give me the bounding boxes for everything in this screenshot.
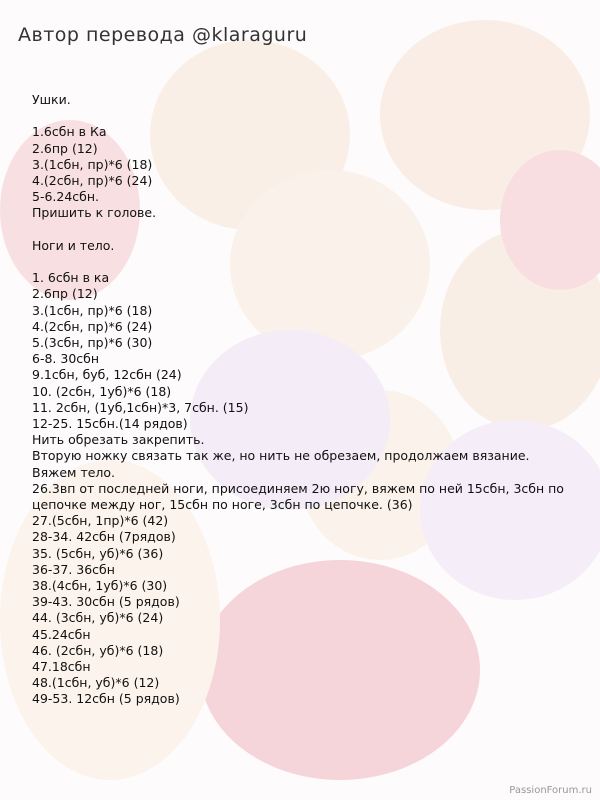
pattern-line: Пришить к голове. [32,205,157,221]
pattern-line: 49-53. 12сбн (5 рядов) [32,691,180,707]
pattern-line: 26.3вп от последней ноги, присоединяем 2ю ногу, вяжем по ней 15сбн, 3сбн по цепочке между ног, 15сбн по ноге, 3сбн по цепочке. (36) [32,480,568,513]
blank-line [32,254,584,270]
pattern-line: Вяжем тело. [32,464,116,480]
pattern-line: 9.1сбн, буб, 12сбн (24) [32,367,182,383]
pattern-line: 45.24сбн [32,626,91,642]
pattern-line: 5-6.24сбн. [32,189,100,205]
pattern-line: 35. (5сбн, уб)*6 (36) [32,545,164,561]
pattern-line: 12-25. 15сбн.(14 рядов) [32,416,188,432]
pattern-line: 36-37. 36сбн [32,561,115,577]
pattern-line: 6-8. 30сбн [32,351,100,367]
pattern-line: 1.6сбн в Ка [32,124,107,140]
pattern-line: Нить обрезать закрепить. [32,432,205,448]
pattern-line: 44. (3сбн, уб)*6 (24) [32,610,164,626]
pattern-line: 27.(5сбн, 1пр)*6 (42) [32,513,169,529]
pattern-line: 5.(3сбн, пр)*6 (30) [32,335,153,350]
blank-line [32,108,584,124]
blank-line [32,222,584,238]
pattern-line: Вторую ножку связать так же, но нить не обрезаем, продолжаем вязание. [32,448,530,464]
watermark: PassionForum.ru [509,785,592,796]
pattern-line: 4.(2сбн, пр)*6 (24) [32,318,153,334]
pattern-line: 3.(1сбн, пр)*6 (18) [32,302,153,318]
pattern-line: 28-34. 42сбн (7рядов) [32,529,176,545]
pattern-line: 39-43. 30сбн (5 рядов) [32,594,180,610]
pattern-line: 48.(1сбн, уб)*6 (12) [32,675,160,691]
pattern-line: 2.6пр (12) [32,140,98,156]
pattern-line: 10. (2сбн, 1уб)*6 (18) [32,383,172,399]
pattern-line: 38.(4сбн, 1уб)*6 (30) [32,578,168,594]
pattern-line: Ушки. [32,92,71,107]
pattern-text [32,92,584,708]
pattern-line: Ноги и тело. [32,237,115,253]
pattern-line: 2.6пр (12) [32,286,98,302]
pattern-line: 3.(1сбн, пр)*6 (18) [32,156,153,172]
pattern-line: 11. 2сбн, (1уб,1сбн)*3, 7сбн. (15) [32,399,249,415]
pattern-line: 1. 6сбн в ка [32,270,110,286]
author-title: Автор перевода @klaraguru [18,24,308,46]
pattern-line: 46. (2сбн, уб)*6 (18) [32,642,164,658]
pattern-line: 47.18сбн [32,659,91,675]
pattern-line: 4.(2сбн, пр)*6 (24) [32,173,153,188]
